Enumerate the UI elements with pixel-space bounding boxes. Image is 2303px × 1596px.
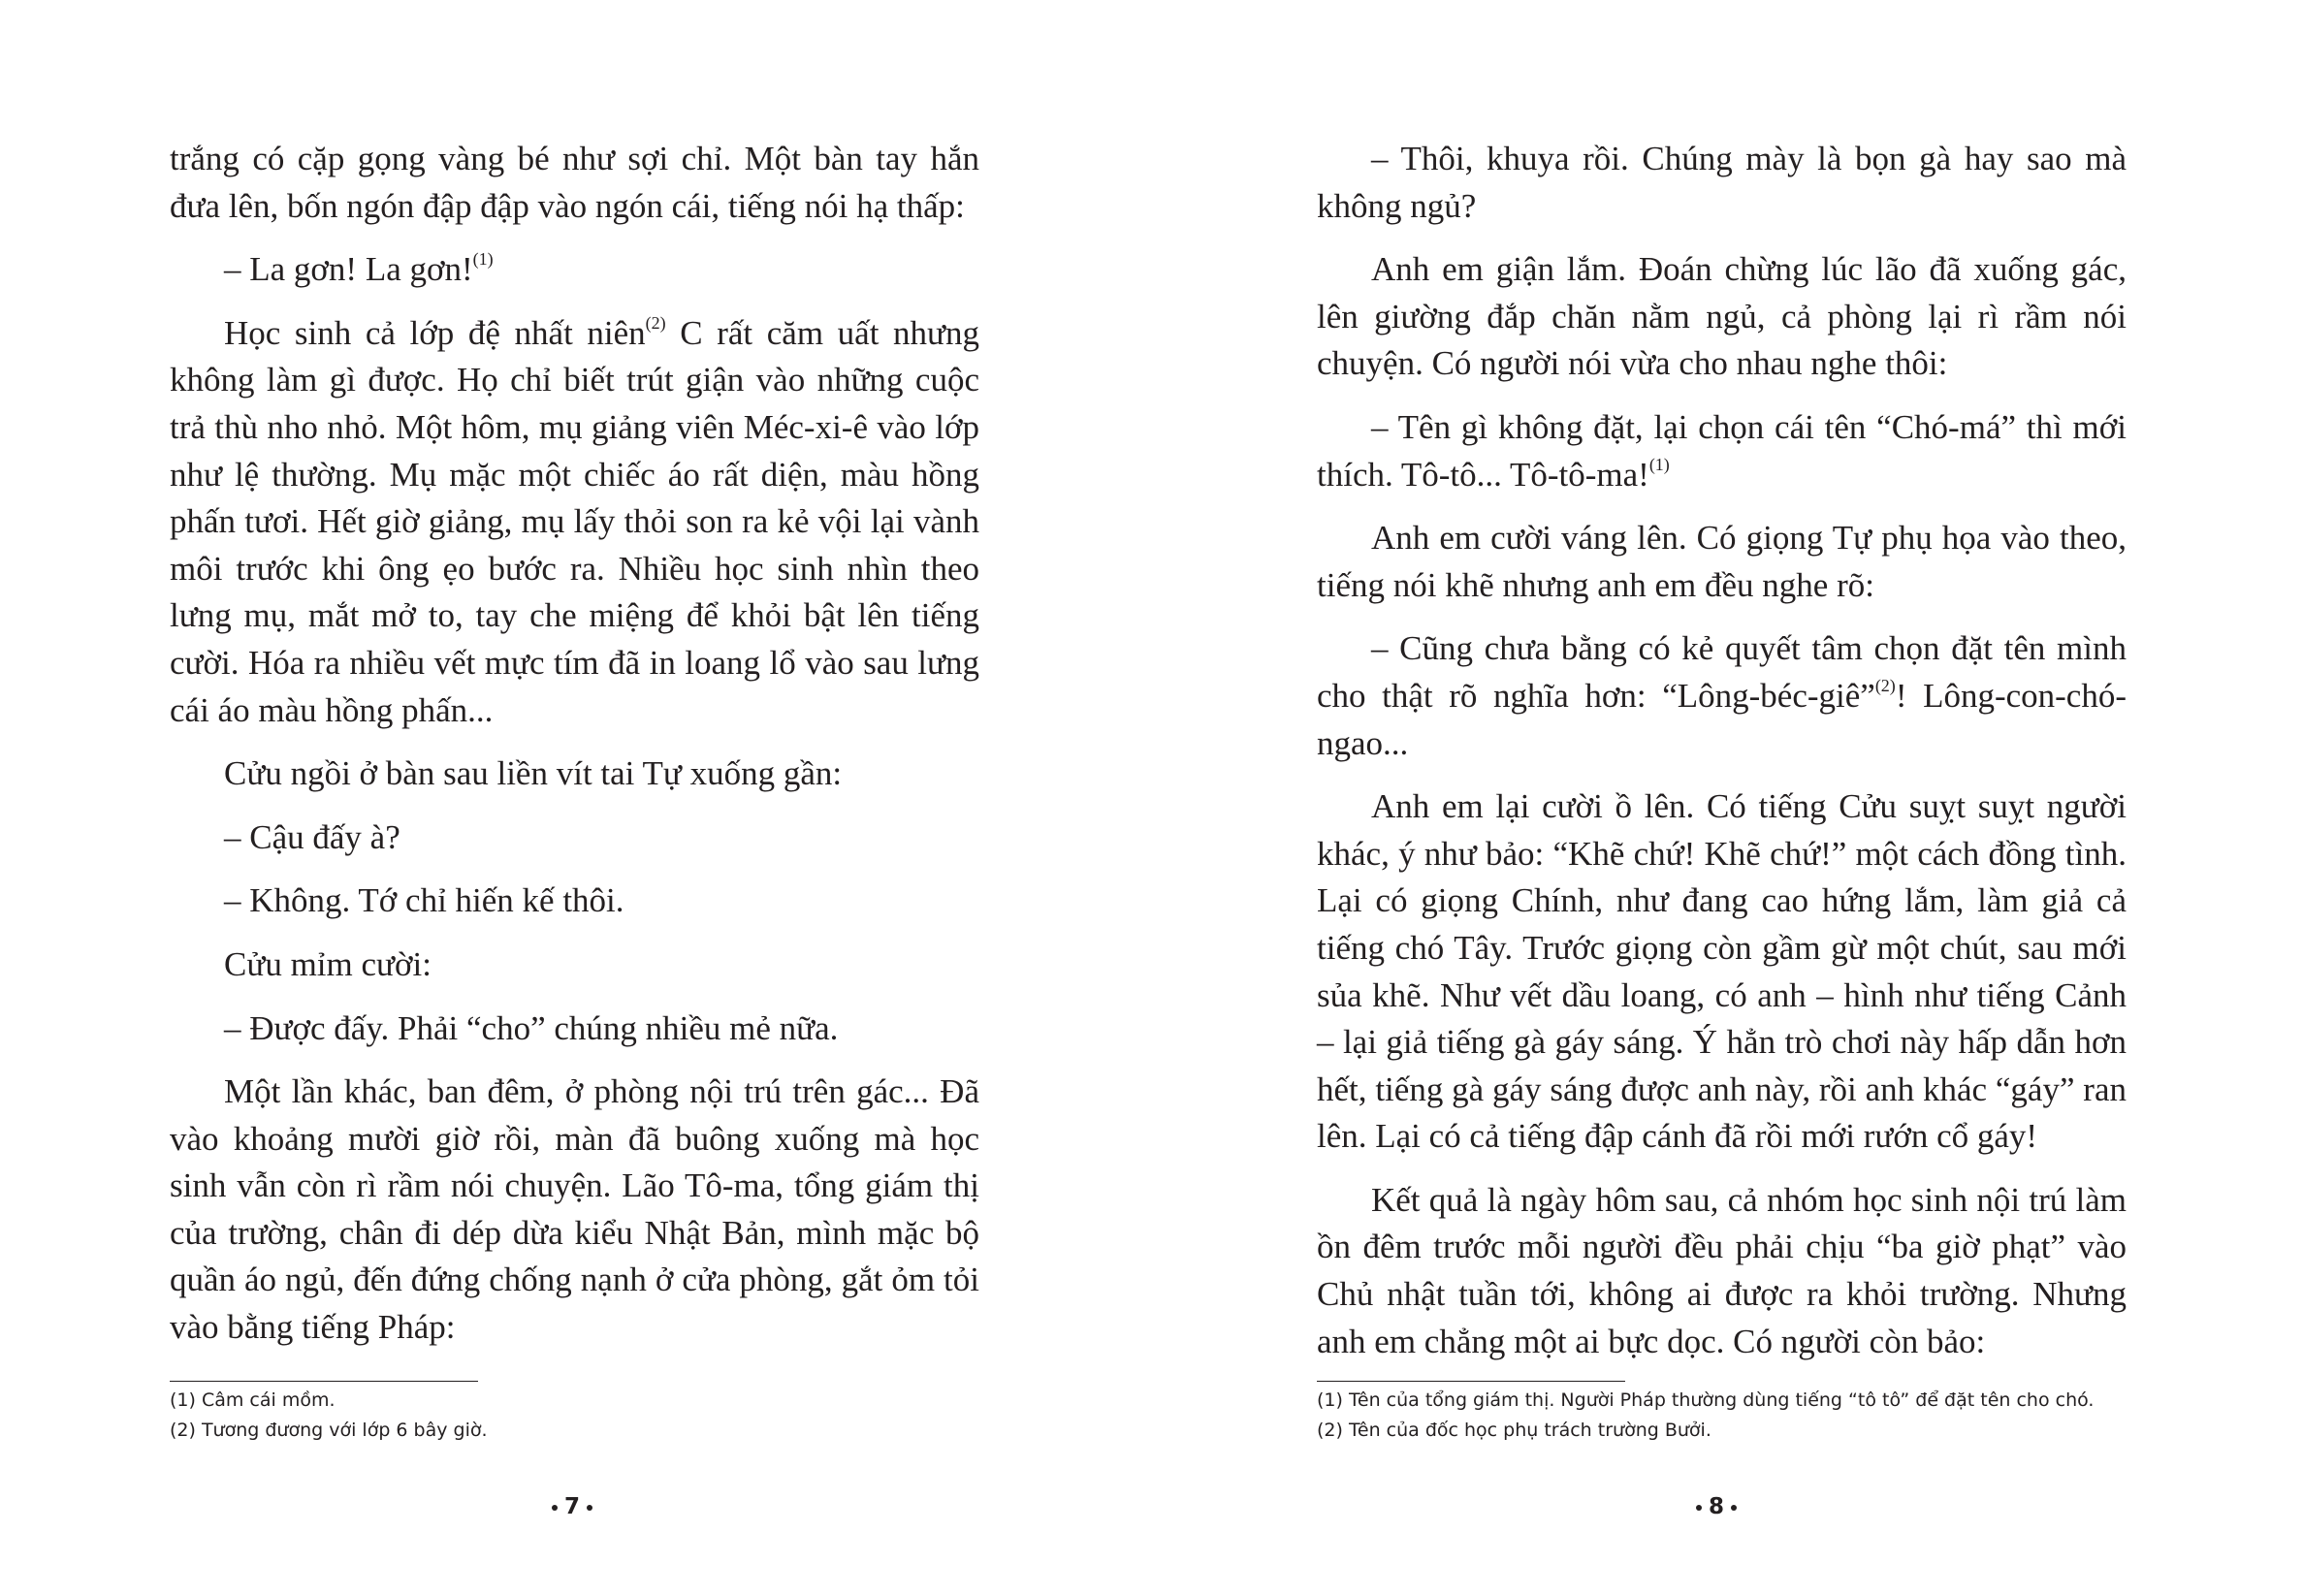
- paragraph: – La gơn! La gơn!$^{(1)}$: [224, 249, 494, 289]
- footnote-divider: [1317, 1381, 1625, 1382]
- paragraph: – Được đấy. Phải “cho” chúng nhiều mẻ nữa.: [224, 1008, 839, 1047]
- paragraph: Cửu mỉm cười:: [224, 944, 432, 983]
- paragraph: – Tên gì không đặt, lại chọn cái tên “Chó-má” thì mới thích. Tô-tô... Tô-tô-ma!$^{(1)}$: [1317, 407, 2127, 494]
- paragraph: trắng có cặp gọng vàng bé như sợi chỉ. Một bàn tay hắn đưa lên, bốn ngón đập đập vào ngón cái, tiếng nói hạ thấp:: [170, 140, 979, 225]
- footnote-divider: [170, 1381, 478, 1382]
- paragraph: – Cũng chưa bằng có kẻ quyết tâm chọn đặt tên mình cho thật rõ nghĩa hơn: “Lông-béc-giê”$^{(2)}$! Lông-con-chó-ngao...: [1317, 629, 2127, 762]
- page-number: 7: [514, 1494, 630, 1519]
- paragraph: Cửu ngồi ở bàn sau liền vít tai Tự xuống gần:: [224, 754, 843, 793]
- footnote: (2) Tên của đốc học phụ trách trường Bưởi.: [1317, 1420, 1711, 1441]
- footnotes: [170, 1386, 488, 1446]
- footnote-marker: (1): [472, 249, 494, 270]
- footnote: (2) Tương đương với lớp 6 bây giờ.: [170, 1420, 488, 1441]
- footnote: (1) Câm cái mồm.: [170, 1389, 336, 1411]
- bullet-dot-icon: [1731, 1505, 1737, 1511]
- right-body-text: [1317, 136, 2127, 1382]
- left-body-text: [170, 136, 979, 1368]
- footnotes: [1317, 1386, 2094, 1446]
- footnote-marker: (2): [1874, 675, 1896, 695]
- bullet-dot-icon: [587, 1505, 592, 1511]
- footnote-marker: (2): [645, 312, 666, 333]
- paragraph: Anh em cười váng lên. Có giọng Tự phụ họa vào theo, tiếng nói khẽ nhưng anh em đều nghe rõ:: [1317, 519, 2127, 604]
- footnote: (1) Tên của tổng giám thị. Người Pháp thường dùng tiếng “tô tô” để đặt tên cho chó.: [1317, 1389, 2095, 1411]
- paragraph: Học sinh cả lớp đệ nhất niên$^{(2)}$ C rất căm uất nhưng không làm gì được. Họ chỉ biết trút giận vào những cuộc trả thù nho nhỏ. Một hôm, mụ giảng viên Méc-xi-ê vào lớp như lệ thường. Mụ mặc một chiếc áo rất diện, màu hồng phấn tươi. Hết giờ giảng, mụ lấy thỏi son ra kẻ vội lại vành môi trước khi ông ẹo bước ra. Nhiều học sinh nhìn theo lưng mụ, mắt mở to, tay che miệng để khỏi bật lên tiếng cười. Hóa ra nhiều vết mực tím đã in loang lổ vào sau lưng cái áo màu hồng phấn...: [170, 312, 979, 729]
- bullet-dot-icon: [1696, 1505, 1702, 1511]
- paragraph: Anh em lại cười ồ lên. Có tiếng Cửu suỵt suỵt người khác, ý như bảo: “Khẽ chứ! Khẽ chứ!” một cách đồng tình. Lại có giọng Chính, như đang cao hứng lắm, làm giả cả tiếng chó Tây. Trước giọng còn gầm gừ một chút, sau mới sủa khẽ. Như vết dầu loang, có anh – hình như tiếng Cảnh – lại giả tiếng gà gáy sáng. Ý hẳn trò chơi này hấp dẫn hơn hết, tiếng gà gáy sáng được anh này, rồi anh khác “gáy” ran lên. Lại có cả tiếng đập cánh đã rồi mới rướn cổ gáy!: [1317, 787, 2127, 1156]
- paragraph: – Thôi, khuya rồi. Chúng mày là bọn gà hay sao mà không ngủ?: [1317, 140, 2127, 225]
- paragraph: Kết quả là ngày hôm sau, cả nhóm học sinh nội trú làm ồn đêm trước mỗi người đều phải chịu “ba giờ phạt” vào Chủ nhật tuần tới, không ai được ra khỏi trường. Nhưng anh em chẳng một ai bực dọc. Có người còn bảo:: [1317, 1180, 2127, 1360]
- paragraph: – Cậu đấy à?: [224, 817, 400, 856]
- paragraph: Một lần khác, ban đêm, ở phòng nội trú trên gác... Đã vào khoảng mười giờ rồi, màn đã buông xuống mà học sinh vẫn còn rì rầm nói chuyện. Lão Tô-ma, tổng giám thị của trường, chân đi dép dừa kiểu Nhật Bản, mình mặc bộ quần áo ngủ, đến đứng chống nạnh ở cửa phòng, gắt ỏm tỏi vào bằng tiếng Pháp:: [170, 1072, 979, 1347]
- right-page: [1152, 0, 2303, 1596]
- page-number: 8: [1658, 1494, 1775, 1519]
- left-page: [0, 0, 1151, 1596]
- footnote-marker: (1): [1648, 454, 1670, 474]
- paragraph: – Không. Tớ chỉ hiến kế thôi.: [224, 881, 624, 920]
- bullet-dot-icon: [552, 1505, 558, 1511]
- paragraph: Anh em giận lắm. Đoán chừng lúc lão đã xuống gác, lên giường đắp chăn nằm ngủ, cả phòng lại rì rầm nói chuyện. Có người nói vừa cho nhau nghe thôi:: [1317, 250, 2127, 383]
